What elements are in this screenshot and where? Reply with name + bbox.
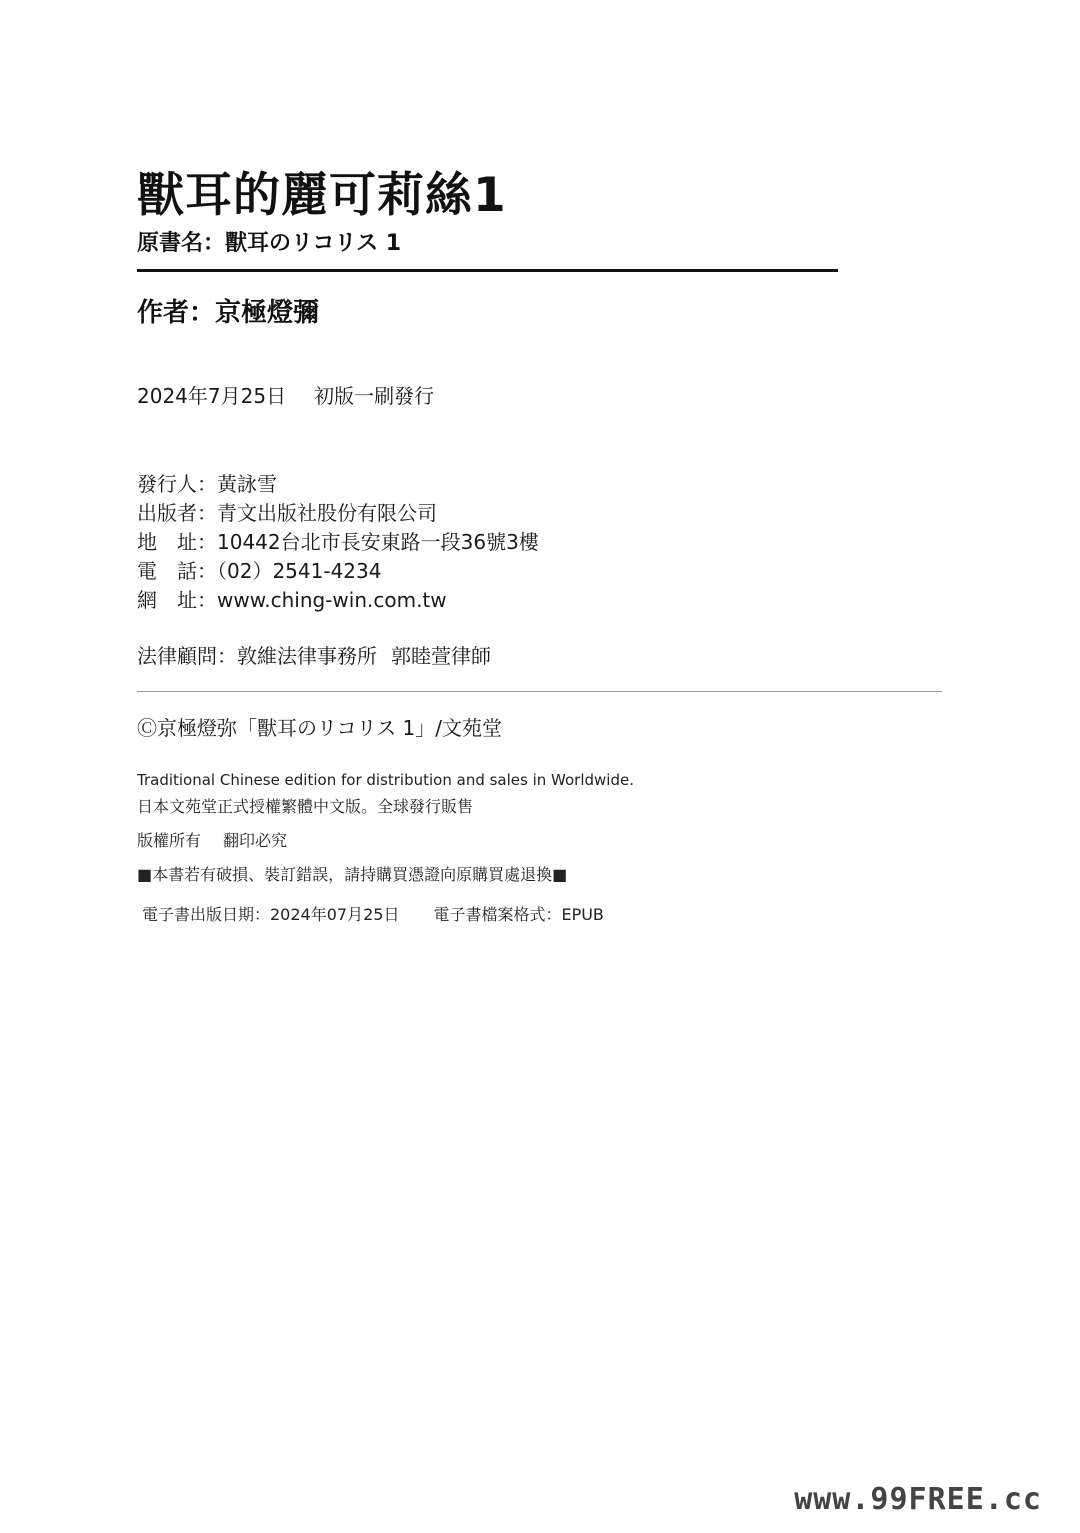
publisher-phone: 電 話：（02）2541-4234	[137, 559, 382, 583]
ebook-date: 電子書出版日期：2024年07月25日	[142, 905, 400, 924]
edition-print: 初版一刷發行	[314, 384, 435, 408]
publisher-person: 發行人：黃詠雪	[137, 472, 277, 496]
english-edition-notice: Traditional Chinese edition for distribution and sales in Worldwide.	[137, 771, 634, 789]
ebook-info	[142, 902, 604, 925]
original-title: 原書名：獸耳のリコリス 1	[137, 231, 402, 256]
rights-reserved-2: 翻印必究	[223, 831, 288, 850]
publisher-address: 地 址：10442台北市長安東路一段36號3樓	[137, 530, 539, 554]
section-divider	[137, 691, 942, 692]
edition-line	[137, 380, 434, 409]
book-title: 獸耳的麗可莉絲1	[137, 168, 507, 223]
publisher-website: 網 址：www.ching-win.com.tw	[137, 588, 447, 612]
rights-reserved	[137, 828, 287, 851]
damage-return-notice: ■本書若有破損、裝訂錯誤，請持購買憑證向原購買處退換■	[137, 865, 568, 884]
title-divider	[137, 269, 838, 272]
rights-reserved-1: 版權所有	[137, 831, 202, 850]
publisher-info	[137, 470, 539, 615]
ebook-format: 電子書檔案格式：EPUB	[433, 905, 604, 924]
author: 作者：京極燈彌	[137, 298, 320, 328]
legal-lawyer: 郭睦萱律師	[391, 644, 491, 668]
legal-advisor: 法律顧問：敦維法律事務所	[137, 644, 377, 668]
authorization-notice: 日本文苑堂正式授權繁體中文版。全球發行販售	[137, 797, 474, 816]
edition-date: 2024年7月25日	[137, 384, 287, 408]
publisher-name: 出版者：青文出版社股份有限公司	[137, 501, 437, 525]
site-watermark: www.99FREE.cc	[794, 1482, 1042, 1517]
copyright-notice: Ⓒ京極燈弥「獸耳のリコリス 1」/文苑堂	[137, 716, 503, 740]
legal-advisor-line	[137, 640, 491, 669]
